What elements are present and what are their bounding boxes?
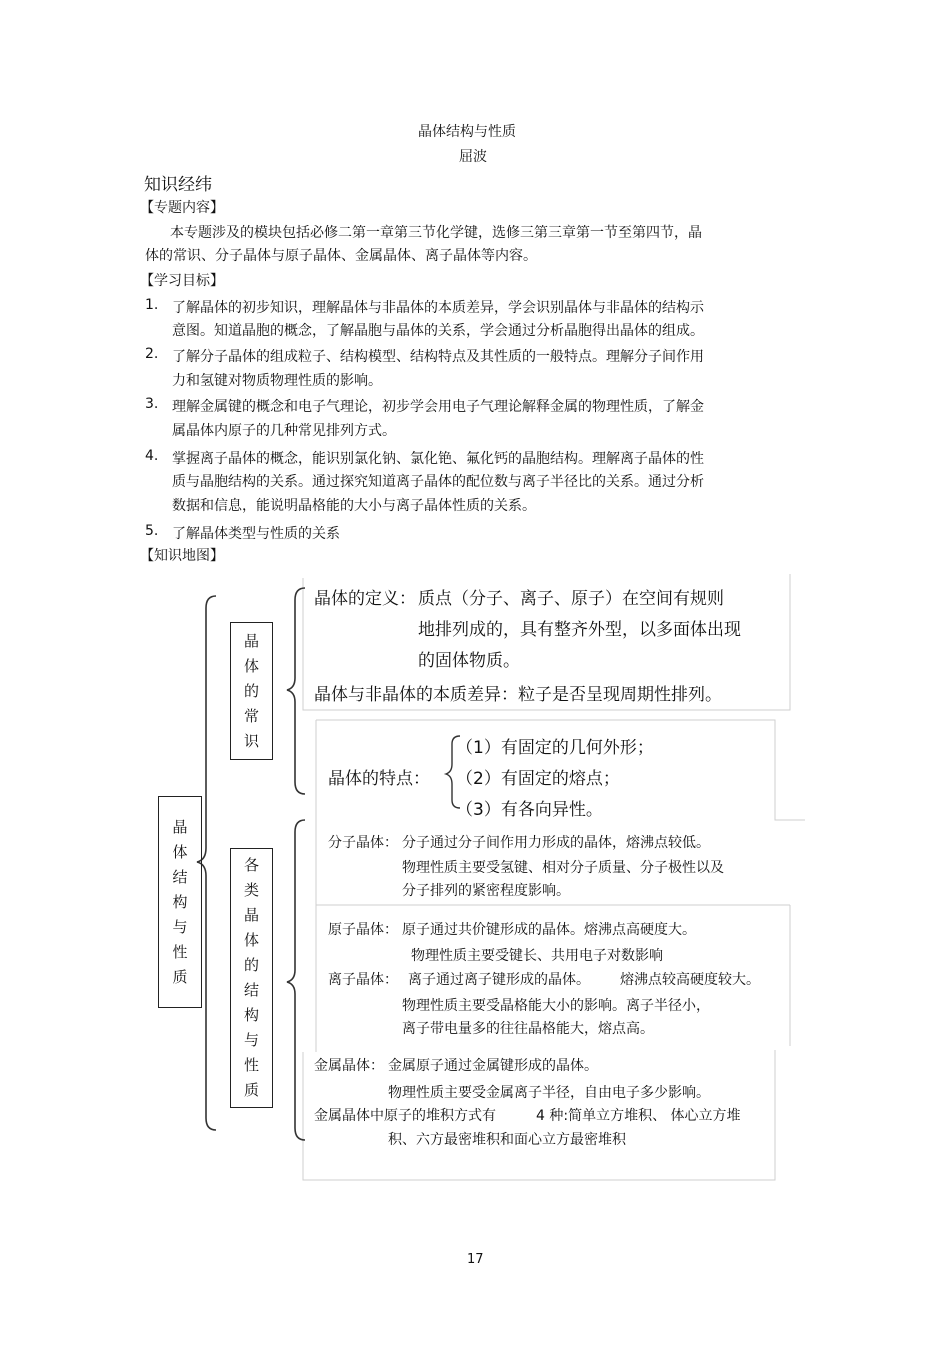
topic-heading: 【专题内容】 [140,200,224,216]
root-char: 构 [172,892,188,911]
branch-char: 常 [243,706,259,725]
goal-line: 质与晶胞结构的关系。通过探究知道离子晶体的配位数与离子半径比的关系。通过分析 [172,474,704,490]
metal-line: 物理性质主要受金属离子半径，自由电子多少影响。 [388,1085,710,1101]
metal-line: 金属晶体中原子的堆积方式有 [314,1108,496,1124]
page-title: 晶体结构与性质 [418,124,516,140]
root-char: 性 [172,942,188,961]
branch-char: 的 [243,681,259,700]
goal-line: 数据和信息，能说明晶格能的大小与离子晶体性质的关系。 [172,498,536,514]
root-char: 体 [172,842,188,861]
branch-char: 类 [243,881,259,899]
branch-char: 的 [243,956,259,974]
branch-char: 结 [243,981,259,999]
features-label: 晶体的特点： [328,769,430,789]
metal-label: 金属晶体： [314,1058,384,1074]
goal-line: 属晶体内原子的几种常见排列方式。 [172,423,396,439]
metal-line: 积、六方最密堆积和面心立方最密堆积 [388,1132,626,1148]
goals-heading: 【学习目标】 [140,273,224,289]
branch-char: 体 [243,931,259,949]
goal-line: 掌握离子晶体的概念，能识别氯化钠、氯化铯、氟化钙的晶胞结构。理解离子晶体的性 [172,451,704,467]
atomic-line: 物理性质主要受键长、共用电子对数影响 [411,948,663,964]
brace-crystal-types [287,820,305,1140]
molecular-line: 物理性质主要受氢键、相对分子质量、分子极性以及 [402,860,724,876]
branch-common-knowledge-box [230,622,273,760]
goal-line: 意图。知道晶胞的概念，了解晶胞与晶体的关系，学会通过分析晶胞得出晶体的组成。 [172,323,704,339]
goal-line: 了解晶体类型与性质的关系 [172,526,340,542]
molecular-line: 分子通过分子间作用力形成的晶体，熔沸点较低。 [402,835,710,851]
definition-line: 质点（分子、离子、原子）在空间有规则 [418,589,724,609]
ionic-line: 离子通过离子键形成的晶体。 [408,972,590,988]
branch-char: 质 [243,1081,259,1099]
map-heading: 【知识地图】 [140,548,224,564]
root-char: 结 [172,867,188,886]
feature-item: （2）有固定的熔点； [456,769,620,789]
goal-line: 力和氢键对物质物理性质的影响。 [172,373,382,389]
brace-common-knowledge [287,588,305,794]
goal-number: 2. [145,346,159,362]
goal-line: 了解分子晶体的组成粒子、结构模型、结构特点及其性质的一般特点。理解分子间作用 [172,349,704,365]
author: 屈波 [459,149,487,165]
section-title: 知识经纬 [144,175,212,195]
page-number: 17 [467,1252,484,1267]
definition-label: 晶体的定义： [314,589,416,609]
feature-item: （3）有各向异性。 [456,800,603,820]
branch-char: 构 [243,1006,259,1024]
topic-line: 本专题涉及的模块包括必修二第一章第三节化学键，选修三第三章第一节至第四节，晶 [170,225,702,241]
ionic-label: 离子晶体： [328,972,398,988]
ionic-line: 熔沸点较高硬度较大。 [620,972,760,988]
goal-line: 了解晶体的初步知识，理解晶体与非晶体的本质差异，学会识别晶体与非晶体的结构示 [172,300,704,316]
branch-char: 晶 [243,631,259,650]
goal-line: 理解金属键的概念和电子气理论，初步学会用电子气理论解释金属的物理性质，了解金 [172,399,704,415]
branch-char: 与 [243,1031,259,1049]
definition-line: 地排列成的，具有整齐外型，以多面体出现 [418,620,741,640]
branch-char: 性 [243,1056,259,1074]
branch-char: 各 [243,856,259,874]
goal-number: 4. [145,448,159,464]
root-node-box [158,796,202,1008]
branch-char: 晶 [243,906,259,924]
molecular-line: 分子排列的紧密程度影响。 [402,883,570,899]
metal-line: 金属原子通过金属键形成的晶体。 [388,1058,598,1074]
branch-char: 识 [243,731,259,750]
feature-item: （1）有固定的几何外形； [456,738,654,758]
ionic-line: 离子带电量多的往往晶格能大，熔点高。 [402,1021,654,1037]
goal-number: 1. [145,297,159,313]
topic-line: 体的常识、分子晶体与原子晶体、金属晶体、离子晶体等内容。 [145,248,537,264]
molecular-label: 分子晶体： [328,835,398,851]
root-char: 与 [172,917,188,936]
atomic-line: 原子通过共价键形成的晶体。熔沸点高硬度大。 [402,922,696,938]
atomic-label: 原子晶体： [328,922,398,938]
goal-number: 5. [145,523,159,539]
ionic-line: 物理性质主要受晶格能大小的影响。离子半径小， [402,998,710,1014]
root-char: 晶 [172,817,188,836]
definition-line: 的固体物质。 [418,651,520,671]
metal-line: 4 种:简单立方堆积、 体心立方堆 [536,1108,741,1124]
branch-char: 体 [243,656,259,675]
goal-number: 3. [145,396,159,412]
essential-difference: 晶体与非晶体的本质差异：粒子是否呈现周期性排列。 [314,685,722,705]
branch-crystal-types-box [230,848,273,1108]
root-char: 质 [172,967,188,986]
